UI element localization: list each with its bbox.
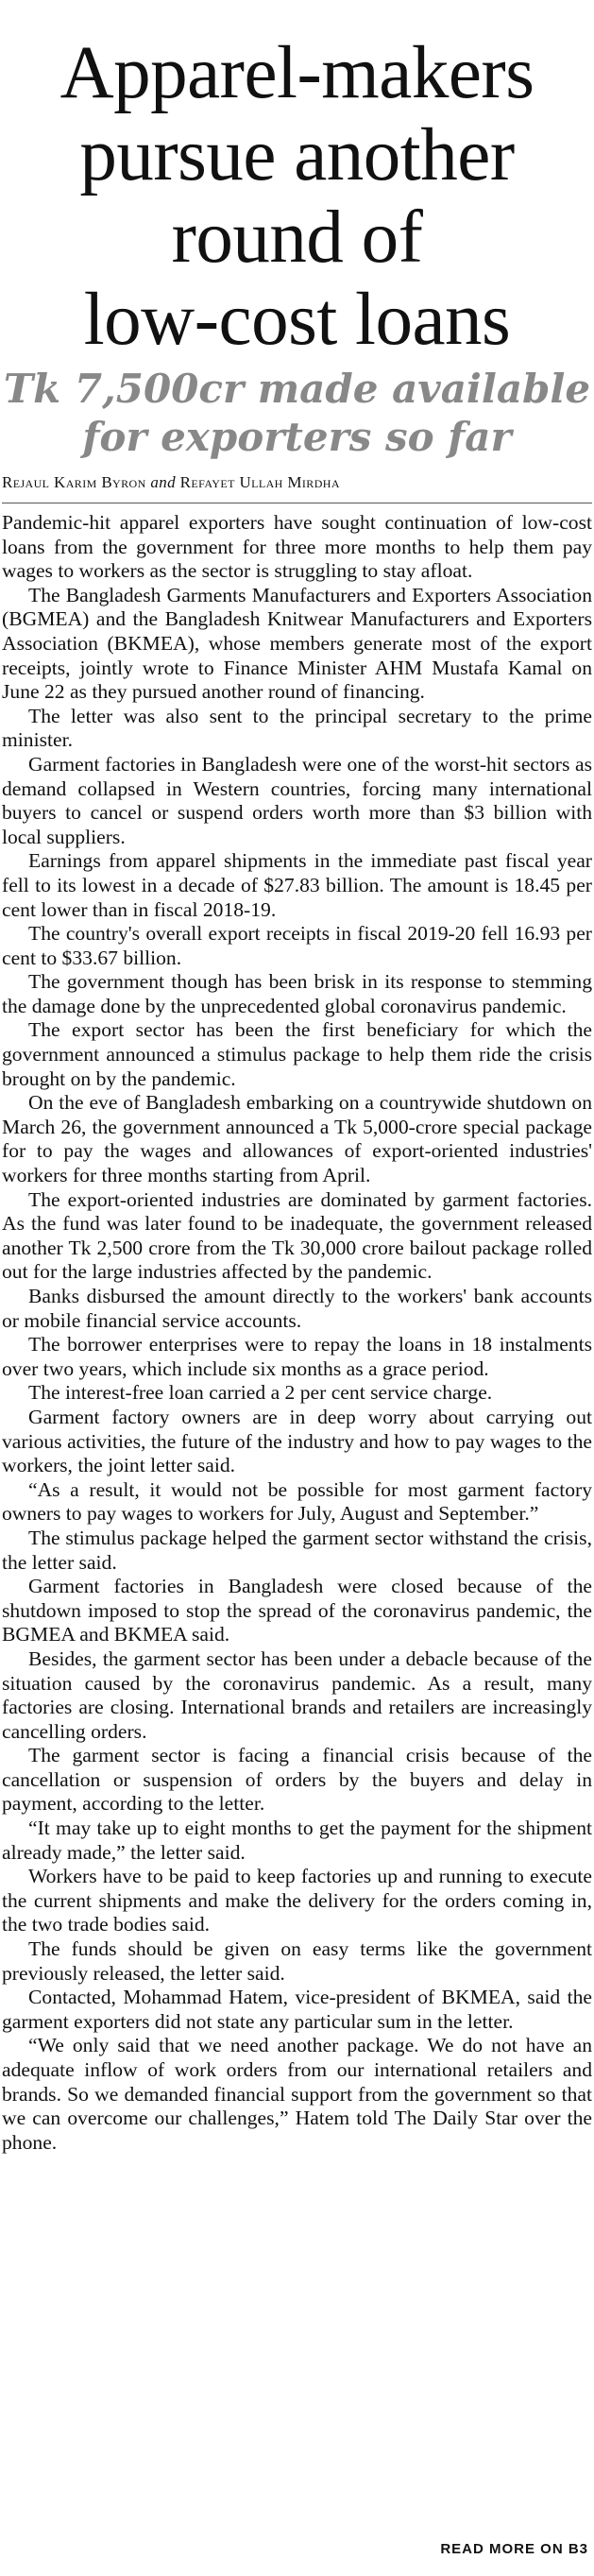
body-paragraph: Earnings from apparel shipments in the immediate past fiscal year fell to its lowest in a decade of $27.83 billion. The amount is 18.45 per cent lower than in fiscal 2018-19. [2,849,592,921]
body-paragraph: Garment factories in Bangladesh were closed because of the shutdown imposed to stop the spread of the coronavirus pandemic, the BGMEA and BKMEA said. [2,1575,592,1646]
subheadline-line: Tk 7,500cr made available [3,366,591,412]
subheadline [2,365,592,461]
byline-author: Refayet Ullah Mirdha [179,473,340,491]
body-paragraph: Workers have to be paid to keep factories up and running to execute the current shipments and make the delivery for the orders coming in, the two trade bodies said. [2,1865,592,1936]
body-paragraph: Contacted, Mohammad Hatem, vice-president of BKMEA, said the garment exporters did not state any particular sum in the letter. [2,1986,592,2033]
article-body [2,511,592,2155]
byline-conjunction: and [150,473,177,491]
body-paragraph: Pandemic-hit apparel exporters have sought continuation of low-cost loans from the government for three more months to help them pay wages to workers as the sector is struggling to stay afloat. [2,511,592,583]
body-paragraph: On the eve of Bangladesh embarking on a countrywide shutdown on March 26, the government announced a Tk 5,000-crore special package for to pay the wages and allowances of export-oriented industries' workers for three months starting from April. [2,1091,592,1187]
body-paragraph: The funds should be given on easy terms like the government previously released, the letter said. [2,1937,592,1985]
body-paragraph: Banks disbursed the amount directly to the workers' bank accounts or mobile financial service accounts. [2,1285,592,1332]
body-paragraph: “As a result, it would not be possible for most garment factory owners to pay wages to workers for July, August and September.” [2,1477,592,1526]
byline-author: Rejaul Karim Byron [2,473,146,491]
body-paragraph: The borrower enterprises were to repay the loans in 18 instalments over two years, which include six months as a grace period. [2,1333,592,1380]
body-paragraph: The country's overall export receipts in fiscal 2019-20 fell 16.93 per cent to $33.67 billion. [2,922,592,969]
byline [2,469,592,497]
body-paragraph: The export sector has been the first beneficiary for which the government announced a stimulus package to help them ride the crisis brought on by the pandemic. [2,1018,592,1090]
body-paragraph: The interest-free loan carried a 2 per cent service charge. [28,1381,493,1405]
headline-line: round of [171,196,423,279]
headline [2,0,592,361]
body-paragraph: The stimulus package helped the garment sector withstand the crisis, the letter said. [2,1526,592,1574]
body-paragraph: The export-oriented industries are dominated by garment factories. As the fund was later found to be inadequate, the government released another Tk 2,500 crore from the Tk 30,000 crore bailout package rolled out for the large industries affected by the pandemic. [2,1187,592,1284]
headline-line: low-cost loans [83,279,511,361]
headline-line: pursue another [79,114,515,196]
headline-line: Apparel-makers [59,32,535,114]
body-paragraph: The garment sector is facing a financial crisis because of the cancellation or suspension of orders by the buyers and delay in payment, according to the letter. [2,1744,592,1816]
body-paragraph: “It may take up to eight months to get the payment for the shipment already made,” the letter said. [2,1817,592,1864]
subheadline-line: for exporters so far [82,414,512,460]
body-paragraph: The Bangladesh Garments Manufacturers and Exporters Association (BGMEA) and the Bangladesh Knitwear Manufacturers and Exporters Association (BKMEA), whose members generate most of the export receipts, jointly wrote to Finance Minister AHM Mustafa Kamal on June 22 as they pursued another round of financing. [2,583,592,704]
body-paragraph: The government though has been brisk in its response to stemming the damage done by the unprecedented global coronavirus pandemic. [2,970,592,1017]
read-more-link[interactable]: READ MORE ON B3 [440,2541,588,2557]
body-paragraph: Garment factory owners are in deep worry about carrying out various activities, the future of the industry and how to pay wages to the workers, the joint letter said. [2,1405,592,1477]
body-paragraph: Garment factories in Bangladesh were one of the worst-hit sectors as demand collapsed in Western countries, forcing many international buyers to cancel or suspend orders worth more than $3 billion with local suppliers. [2,752,592,848]
body-paragraph: The letter was also sent to the principal secretary to the prime minister. [2,704,592,752]
body-paragraph: Besides, the garment sector has been under a debacle because of the situation caused by the coronavirus pandemic. As a result, many factories are closing. International brands and retailers are increasingly cancelling orders. [2,1646,592,1743]
body-paragraph: “We only said that we need another package. We do not have an adequate inflow of work orders from our international retailers and brands. So we demanded financial support from the government so that we can overcome our challenges,” Hatem told The Daily Star over the phone. [2,2034,592,2154]
